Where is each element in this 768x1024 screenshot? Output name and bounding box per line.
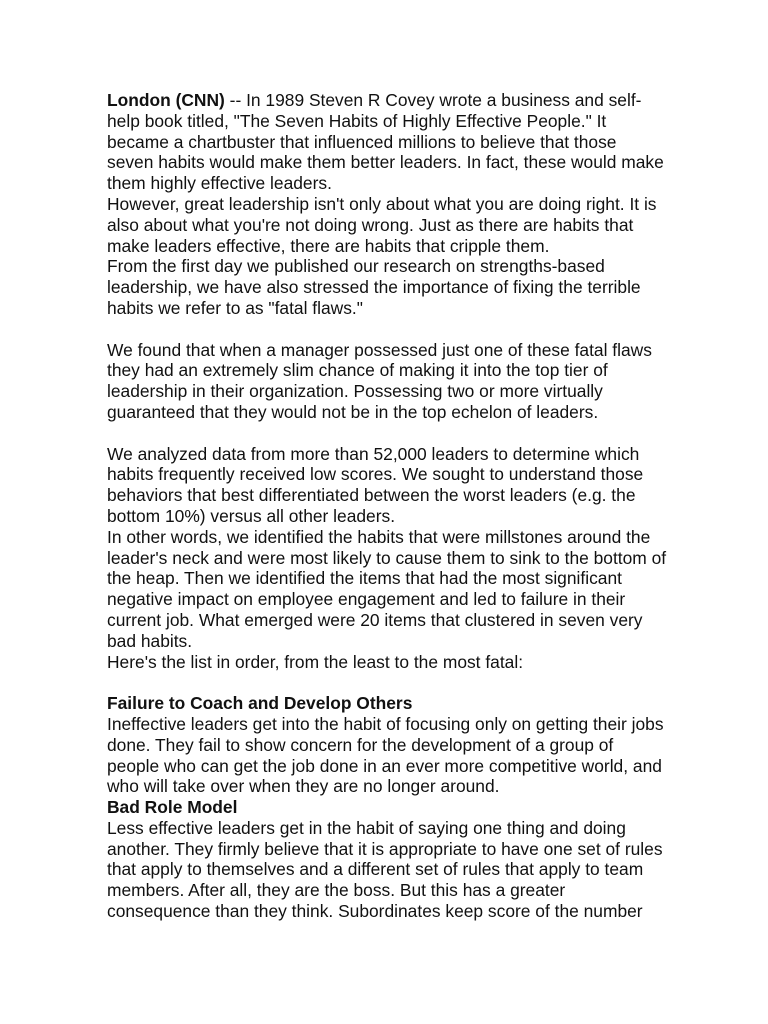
- paragraph-gap: [107, 423, 667, 444]
- intro-paragraph: [107, 90, 667, 194]
- paragraph-8: Ineffective leaders get into the habit of focusing only on getting their jobs done. They fail to show concern for the development of a group of people who can get the job done in an ever more competitive world, and who will take over when they are no longer around.: [107, 713, 664, 797]
- paragraph-7: Here's the list in order, from the least to the most fatal:: [107, 651, 524, 672]
- paragraph-2: However, great leadership isn't only about what you are doing right. It is also about what you're not doing wrong. Just as there are habits that make leaders effective, there are habits that cripple them.: [107, 193, 657, 256]
- paragraph-6: In other words, we identified the habits that were millstones around the leader's neck and were most likely to cause them to sink to the bottom of the heap. Then we identified the items that had the most significant negative impact on employee engagement and led to failure in their current job. What emerged were 20 items that clustered in seven very bad habits.: [107, 526, 667, 651]
- paragraph-9: Less effective leaders get in the habit of saying one thing and doing another. They firmly believe that it is appropriate to have one set of rules that apply to themselves and a different set of rules that apply to team members. After all, they are the boss. But this has a greater consequence than they think. Subordinates keep score of the number: [107, 817, 663, 922]
- paragraph-gap: [107, 319, 667, 340]
- dateline: London (CNN): [107, 90, 225, 110]
- paragraph-4: We found that when a manager possessed just one of these fatal flaws they had an extremely slim chance of making it into the top tier of leadership in their organization. Possessing two or more virtually guaranteed that they would not be in the top echelon of leaders.: [107, 339, 652, 422]
- paragraph-5: We analyzed data from more than 52,000 leaders to determine which habits frequently received low scores. We sought to understand those behaviors that best differentiated between the worst leaders (e.g. the bottom 10%) versus all other leaders.: [107, 443, 644, 526]
- paragraph-gap: [107, 672, 667, 693]
- article-body: [107, 90, 667, 922]
- section-heading-role-model: Bad Role Model: [107, 797, 238, 818]
- section-heading-coach: Failure to Coach and Develop Others: [107, 693, 413, 714]
- paragraph-3: From the first day we published our research on strengths-based leadership, we have also stressed the importance of fixing the terrible habits we refer to as "fatal flaws.": [107, 256, 641, 318]
- intro-text: -- In 1989 Steven R Covey wrote a business and self-help book titled, "The Seven Habits of Highly Effective People." It became a chartbuster that influenced millions to believe that those seven habits would make them better leaders. In fact, these would make them highly effective leaders.: [107, 90, 664, 194]
